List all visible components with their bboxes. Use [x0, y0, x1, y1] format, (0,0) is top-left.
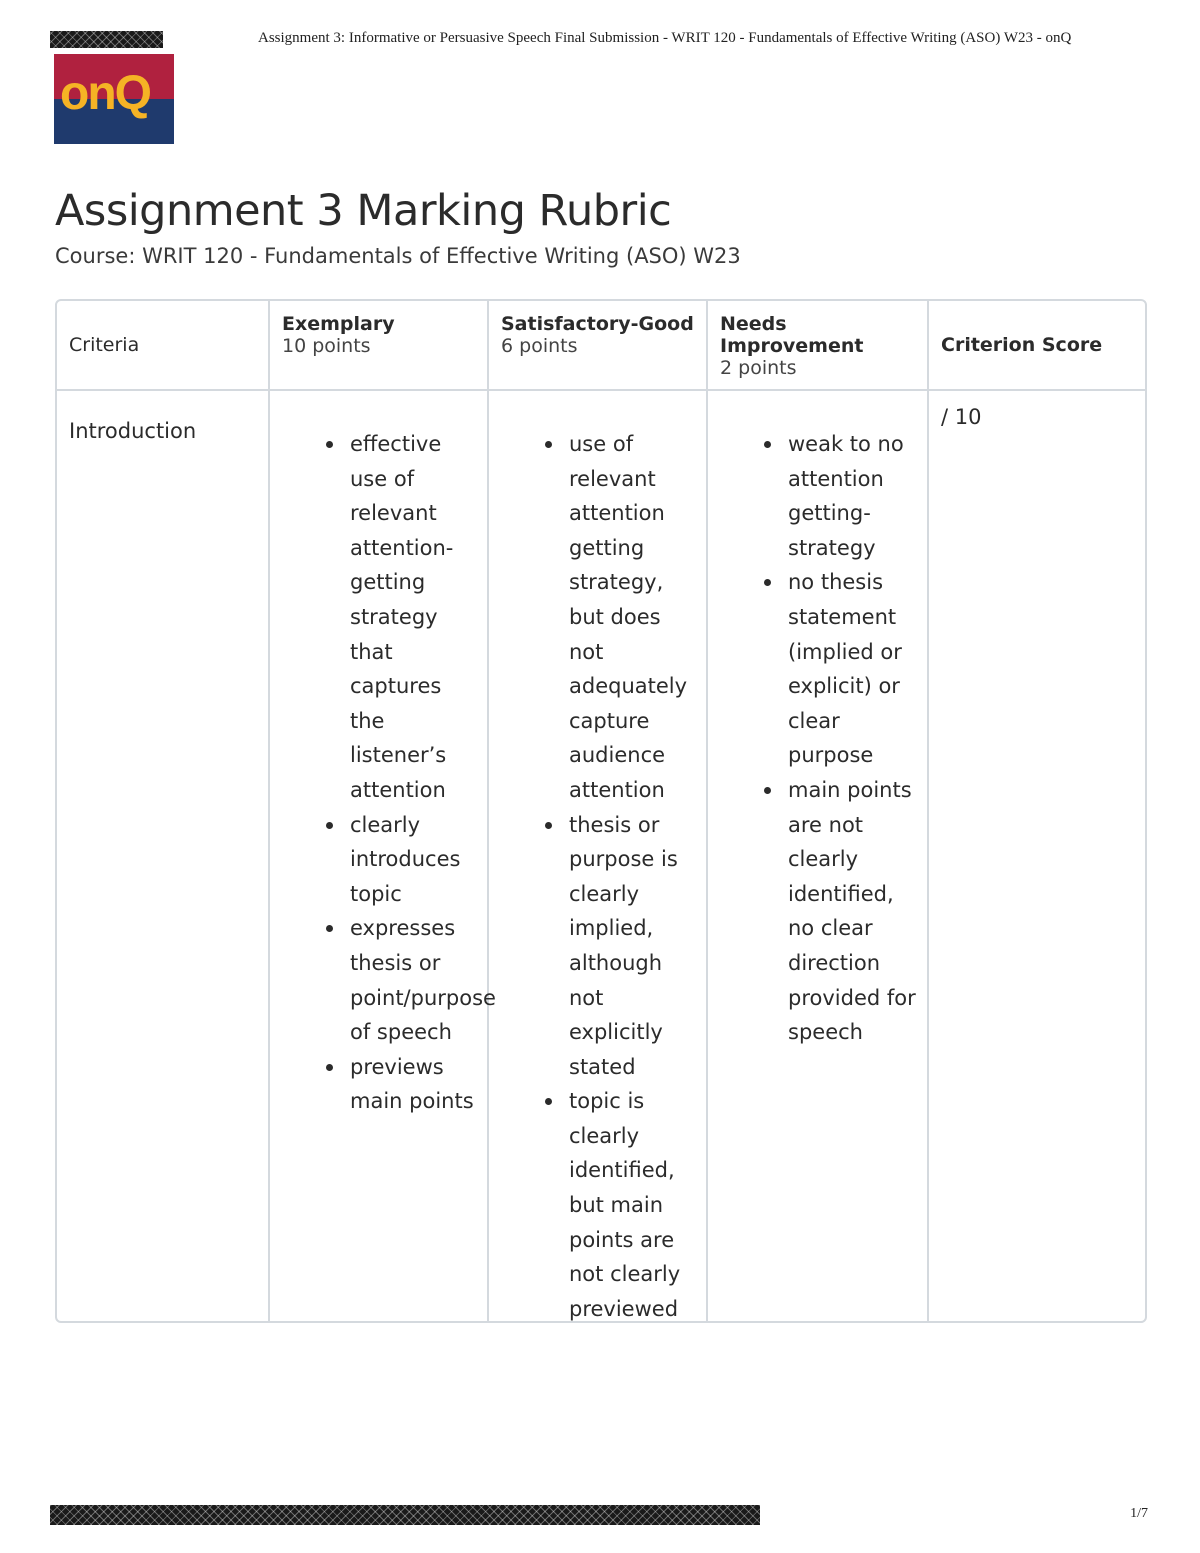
criterion-name: Introduction	[69, 419, 197, 443]
list-item: thesis or purpose is clearly implied, although not explicitly stated	[569, 808, 698, 1085]
page-number: 1/7	[1130, 1506, 1148, 1521]
logo-text: onQ	[60, 67, 150, 120]
list-item: previews main points	[350, 1050, 479, 1119]
list-item: main points are not clearly identified, no clear direction provided for speech	[788, 773, 919, 1050]
rubric-header-row	[57, 301, 1145, 390]
level-header-satisfactory	[488, 301, 707, 390]
level-header-exemplary	[269, 301, 488, 390]
level-name: Satisfactory-Good	[501, 313, 694, 335]
level-points: 6 points	[501, 335, 578, 357]
criterion-score-header: Criterion Score	[928, 301, 1145, 390]
list-item: use of relevant attention getting strategy, but does not adequately capture audience attention	[569, 427, 698, 808]
redaction-bar-bottom	[50, 1505, 760, 1525]
satisfactory-list	[489, 391, 706, 1323]
rubric-table	[55, 299, 1147, 1323]
exemplary-cell	[269, 390, 496, 1323]
level-name: Needs Improvement	[720, 313, 864, 357]
level-header-needs-improvement	[707, 301, 928, 390]
page-title: Assignment 3 Marking Rubric	[55, 186, 672, 236]
level-points: 2 points	[720, 357, 797, 379]
needs-improvement-list	[708, 391, 927, 1050]
print-header: Assignment 3: Informative or Persuasive Speech Final Submission - WRIT 120 - Fundamentals of Effective Writing (ASO) W23 - onQ	[258, 30, 1072, 46]
level-name: Exemplary	[282, 313, 395, 335]
criteria-header: Criteria	[57, 301, 269, 390]
satisfactory-cell	[488, 390, 707, 1323]
level-points: 10 points	[282, 335, 371, 357]
list-item: effective use of relevant attention-getting strategy that captures the listener’s attention	[350, 427, 479, 808]
list-item: topic is clearly identified, but main points are not clearly previewed	[569, 1084, 698, 1323]
onq-logo[interactable]	[54, 54, 174, 144]
exemplary-list	[270, 391, 496, 1119]
list-item: clearly introduces topic	[350, 808, 479, 912]
list-item: weak to no attention getting-strategy	[788, 427, 919, 565]
list-item: expresses thesis or point/purpose of speech	[350, 911, 479, 1049]
needs-improvement-cell	[707, 390, 928, 1323]
criterion-score-value: / 10	[928, 390, 1145, 1323]
course-subtitle: Course: WRIT 120 - Fundamentals of Effective Writing (ASO) W23	[55, 244, 741, 268]
rubric-row-introduction	[57, 390, 1145, 1323]
list-item: no thesis statement (implied or explicit) or clear purpose	[788, 565, 919, 773]
redaction-bar-top	[50, 31, 163, 48]
